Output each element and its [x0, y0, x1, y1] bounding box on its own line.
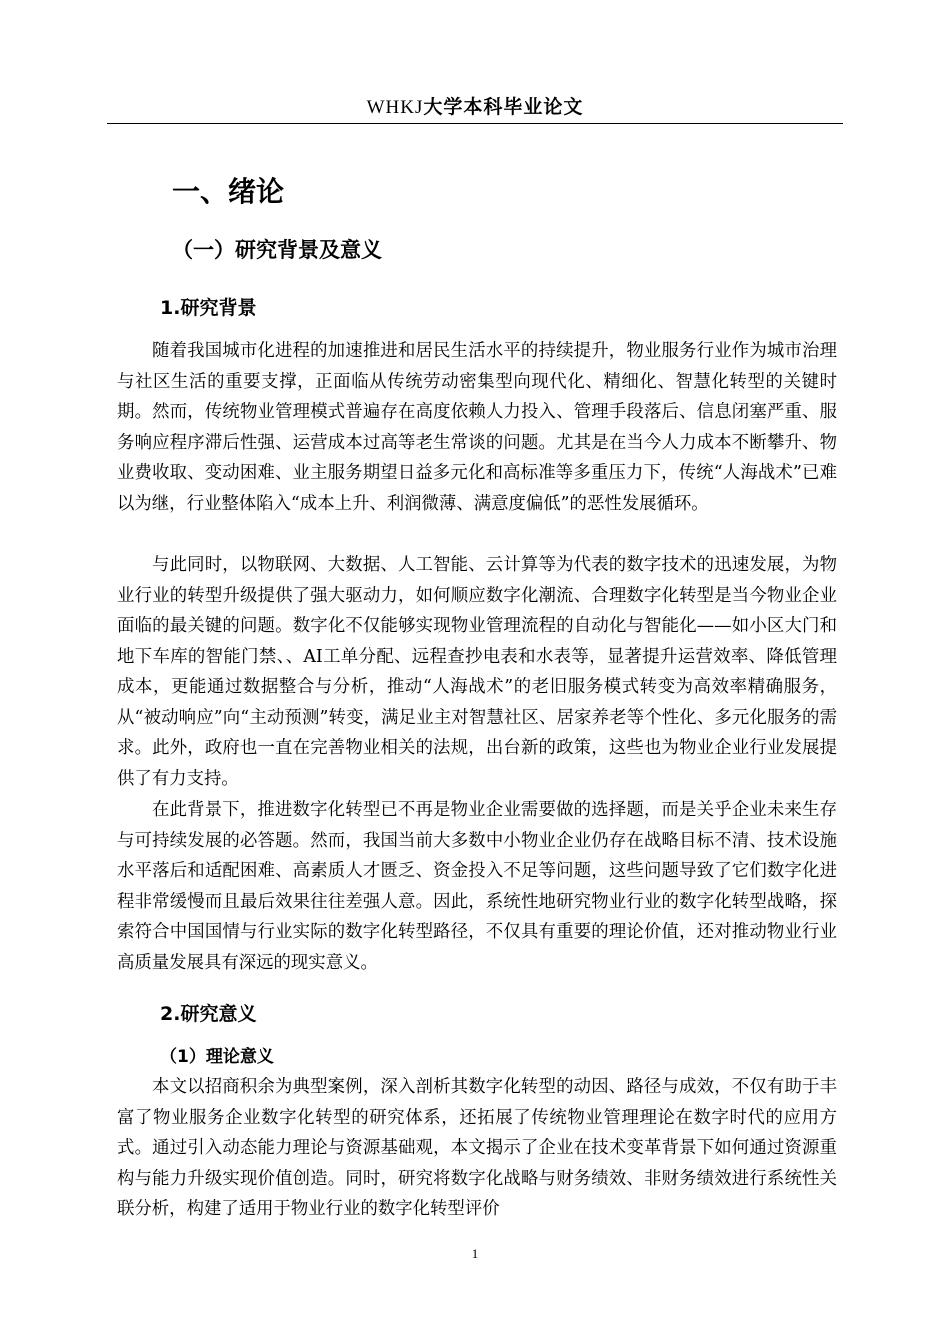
header-title-cjk: 大学本科毕业论文: [423, 96, 584, 118]
subsection-heading-significance: 2.研究意义: [160, 1003, 257, 1025]
subsection-heading-background: 1.研究背景: [160, 297, 257, 319]
header-rule: [107, 123, 843, 124]
chapter-heading: 一、绪论: [172, 175, 285, 208]
paragraph-theory-1: 本文以招商积余为典型案例，深入剖析其数字化转型的动因、路径与成效，不仅有助于丰富了物业服务企业数字化转型的研究体系，还拓展了传统物业管理理论在数字时代的应用方式。通过引入动态能力理论与资源基础观，本文揭示了企业在技术变革背景下如何通过资源重构与能力升级实现价值创造。同时，研究将数字化战略与财务绩效、非财务绩效进行系统性关联分析，构建了适用于物业行业的数字化转型评价: [117, 1077, 837, 1219]
page-header: [107, 94, 843, 120]
header-title-latin: WHKJ: [366, 97, 424, 118]
paragraph-background-2: 与此同时，以物联网、大数据、人工智能、云计算等为代表的数字技术的迅速发展，为物业行业的转型升级提供了强大驱动力，如何顺应数字化潮流、合理数字化转型是当今物业企业面临的最关键的问题。数字化不仅能够实现物业管理流程的自动化与智能化——如小区大门和地下车库的智能门禁、、AI工单分配、远程查抄电表和水表等，显著提升运营效率、降低管理成本，更能通过数据整合与分析，推动“人海战术”的老旧服务模式转变为高效率精确服务，从“被动响应”向“主动预测”转变，满足业主对智慧社区、居家养老等个性化、多元化服务的需求。此外，政府也一直在完善物业相关的法规，出台新的政策，这些也为物业企业行业发展提供了有力支持。: [117, 555, 837, 789]
paragraph-background-1: 随着我国城市化进程的加速推进和居民生活水平的持续提升，物业服务行业作为城市治理与社区生活的重要支撑，正面临从传统劳动密集型向现代化、精细化、智慧化转型的关键时期。然而，传统物业管理模式普遍存在高度依赖人力投入、管理手段落后、信息闭塞严重、服务响应程序滞后性强、运营成本过高等老生常谈的问题。尤其是在当今人力成本不断攀升、物业费收取、变动困难、业主服务期望日益多元化和高标准等多重压力下，传统“人海战术”已难以为继，行业整体陷入“成本上升、利润微薄、满意度偏低”的恶性发展循环。: [117, 341, 837, 514]
page-number: 1: [471, 1246, 479, 1261]
theory-significance-heading: （1）理论意义: [160, 1047, 274, 1067]
section-heading: （一）研究背景及意义: [172, 238, 382, 262]
paragraph-background-3: 在此背景下，推进数字化转型已不再是物业企业需要做的选择题，而是关乎企业未来生存与可持续发展的必答题。然而，我国当前大多数中小物业企业仍存在战略目标不清、技术设施水平落后和适配困难、高素质人才匮乏、资金投入不足等问题，这些问题导致了它们数字化进程非常缓慢而且最后效果往往差强人意。因此，系统性地研究物业行业的数字化转型战略，探索符合中国国情与行业实际的数字化转型路径，不仅具有重要的理论价值，还对推动物业行业高质量发展具有深远的现实意义。: [117, 800, 837, 973]
